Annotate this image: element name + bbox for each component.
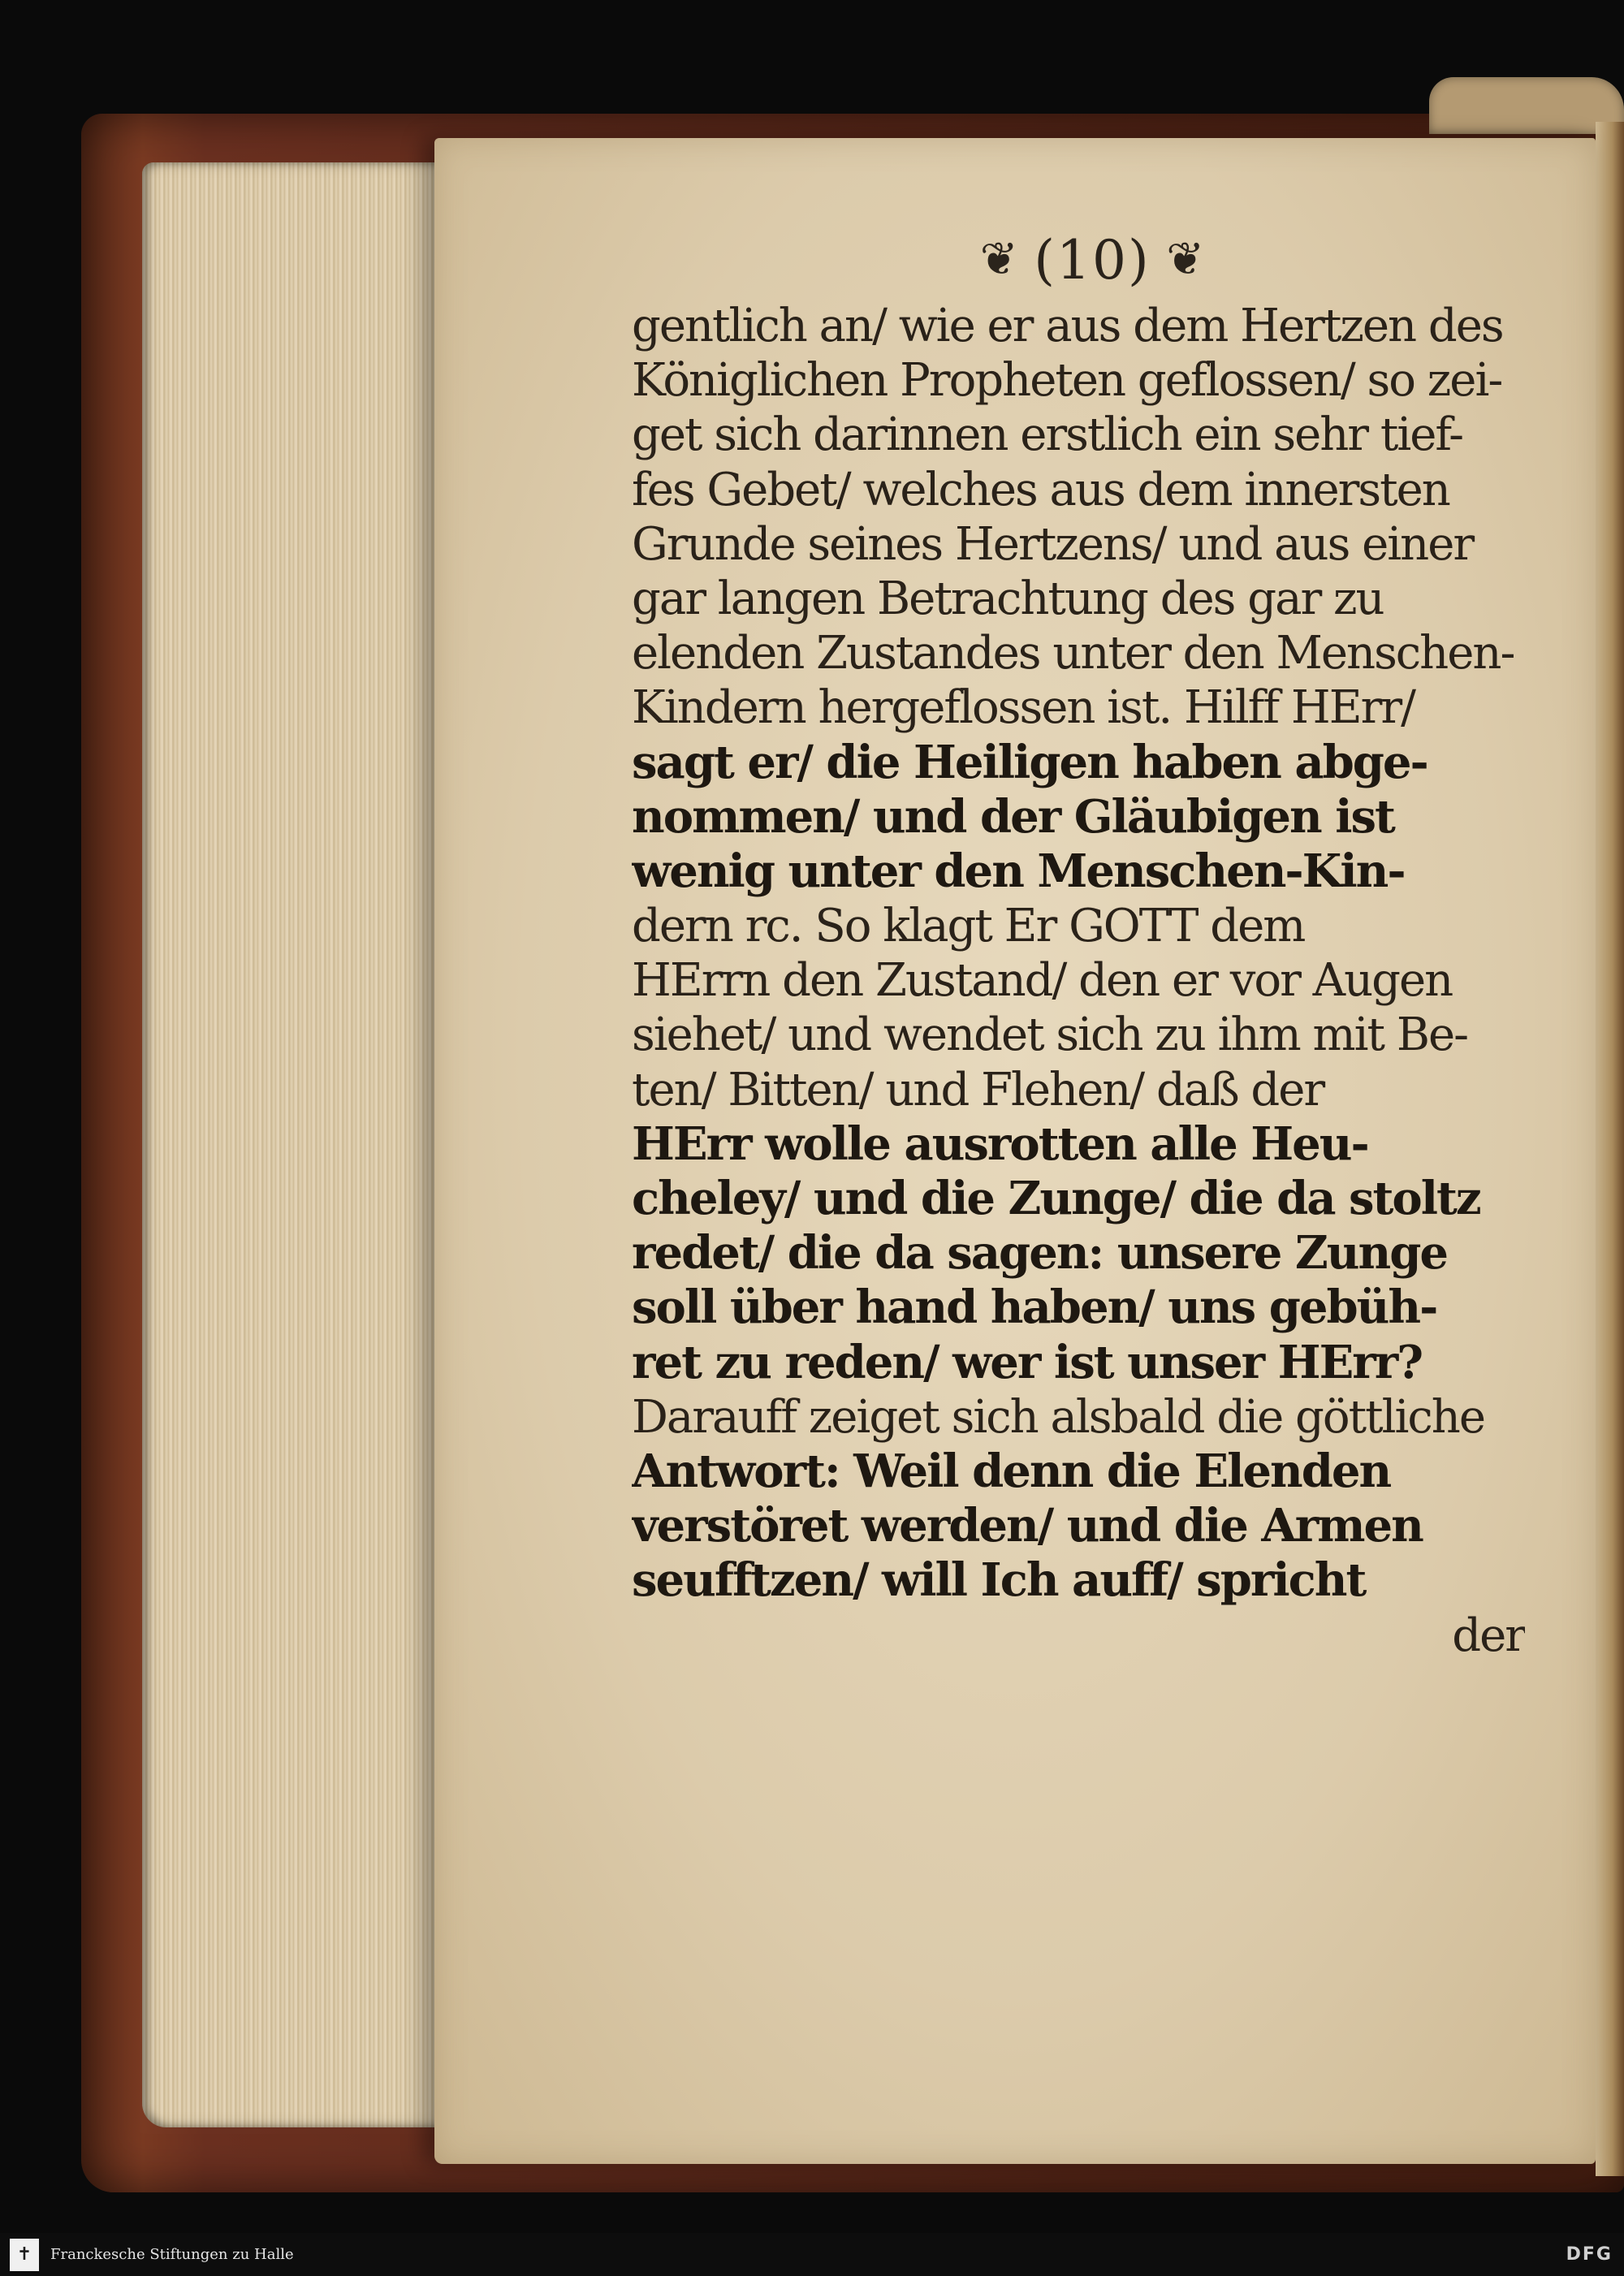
text-line: gar langen Betrachtung des gar zu bbox=[632, 572, 1384, 625]
text-line: HErrn den Zustand/ den er vor Augen bbox=[632, 954, 1453, 1008]
text-line: verstöret werden/ und die Armen bbox=[632, 1499, 1423, 1553]
page-header bbox=[958, 227, 1226, 292]
text-line: elenden Zustandes unter den Menschen- bbox=[632, 627, 1514, 680]
text-line: fes Gebet/ welches aus dem innersten bbox=[632, 463, 1449, 516]
text-line: Königlichen Propheten geflossen/ so zei- bbox=[632, 354, 1502, 408]
text-line: Darauff zeiget sich alsbald die göttliche bbox=[632, 1390, 1484, 1444]
text-line: siehet/ und wendet sich zu ihm mit Be- bbox=[632, 1008, 1468, 1062]
dfg-logo: DFG bbox=[1566, 2244, 1613, 2265]
text-line: Antwort: Weil denn die Elenden bbox=[632, 1444, 1391, 1498]
torn-page-corner bbox=[1429, 77, 1624, 134]
viewer-footer bbox=[0, 2233, 1624, 2276]
ornament-right-icon: ❦ bbox=[1166, 233, 1205, 286]
ornament-left-icon: ❦ bbox=[979, 233, 1018, 286]
text-line: nommen/ und der Gläubigen ist bbox=[632, 789, 1394, 844]
text-line: sagt er/ die Heiligen haben abge- bbox=[632, 735, 1427, 789]
institution-name: Franckesche Stiftungen zu Halle bbox=[50, 2246, 294, 2263]
text-line: redet/ die da sagen: unsere Zunge bbox=[632, 1226, 1448, 1281]
text-line: Kindern hergeflossen ist. Hilff HErr/ bbox=[632, 681, 1415, 735]
text-line: soll über hand haben/ uns gebüh- bbox=[632, 1281, 1437, 1335]
text-line: dern rc. So klagt Er GOTT dem bbox=[632, 900, 1305, 953]
page-fold-edge bbox=[1596, 122, 1624, 2176]
catchword: der bbox=[1452, 1609, 1525, 1662]
text-line: wenig unter den Menschen-Kin- bbox=[632, 844, 1405, 898]
text-line: HErr wolle ausrotten alle Heu- bbox=[632, 1116, 1368, 1171]
text-line: seufftzen/ will Ich auff/ spricht bbox=[632, 1553, 1366, 1608]
text-line: ten/ Bitten/ und Flehen/ daß der bbox=[632, 1063, 1324, 1116]
text-line: ret zu reden/ wer ist unser HErr? bbox=[632, 1335, 1423, 1389]
body-text bbox=[632, 299, 1525, 1663]
page-number: (10) bbox=[1034, 228, 1151, 292]
page-edges bbox=[142, 162, 459, 2127]
text-line: get sich darinnen erstlich ein sehr tief- bbox=[632, 408, 1463, 462]
franckesche-stiftungen-logo-icon: ✝ bbox=[10, 2239, 39, 2271]
text-line: gentlich an/ wie er aus dem Hertzen des bbox=[632, 300, 1503, 352]
text-line: cheley/ und die Zunge/ die da stoltz bbox=[632, 1172, 1480, 1225]
text-line: Grunde seines Hertzens/ und aus einer bbox=[632, 517, 1474, 571]
